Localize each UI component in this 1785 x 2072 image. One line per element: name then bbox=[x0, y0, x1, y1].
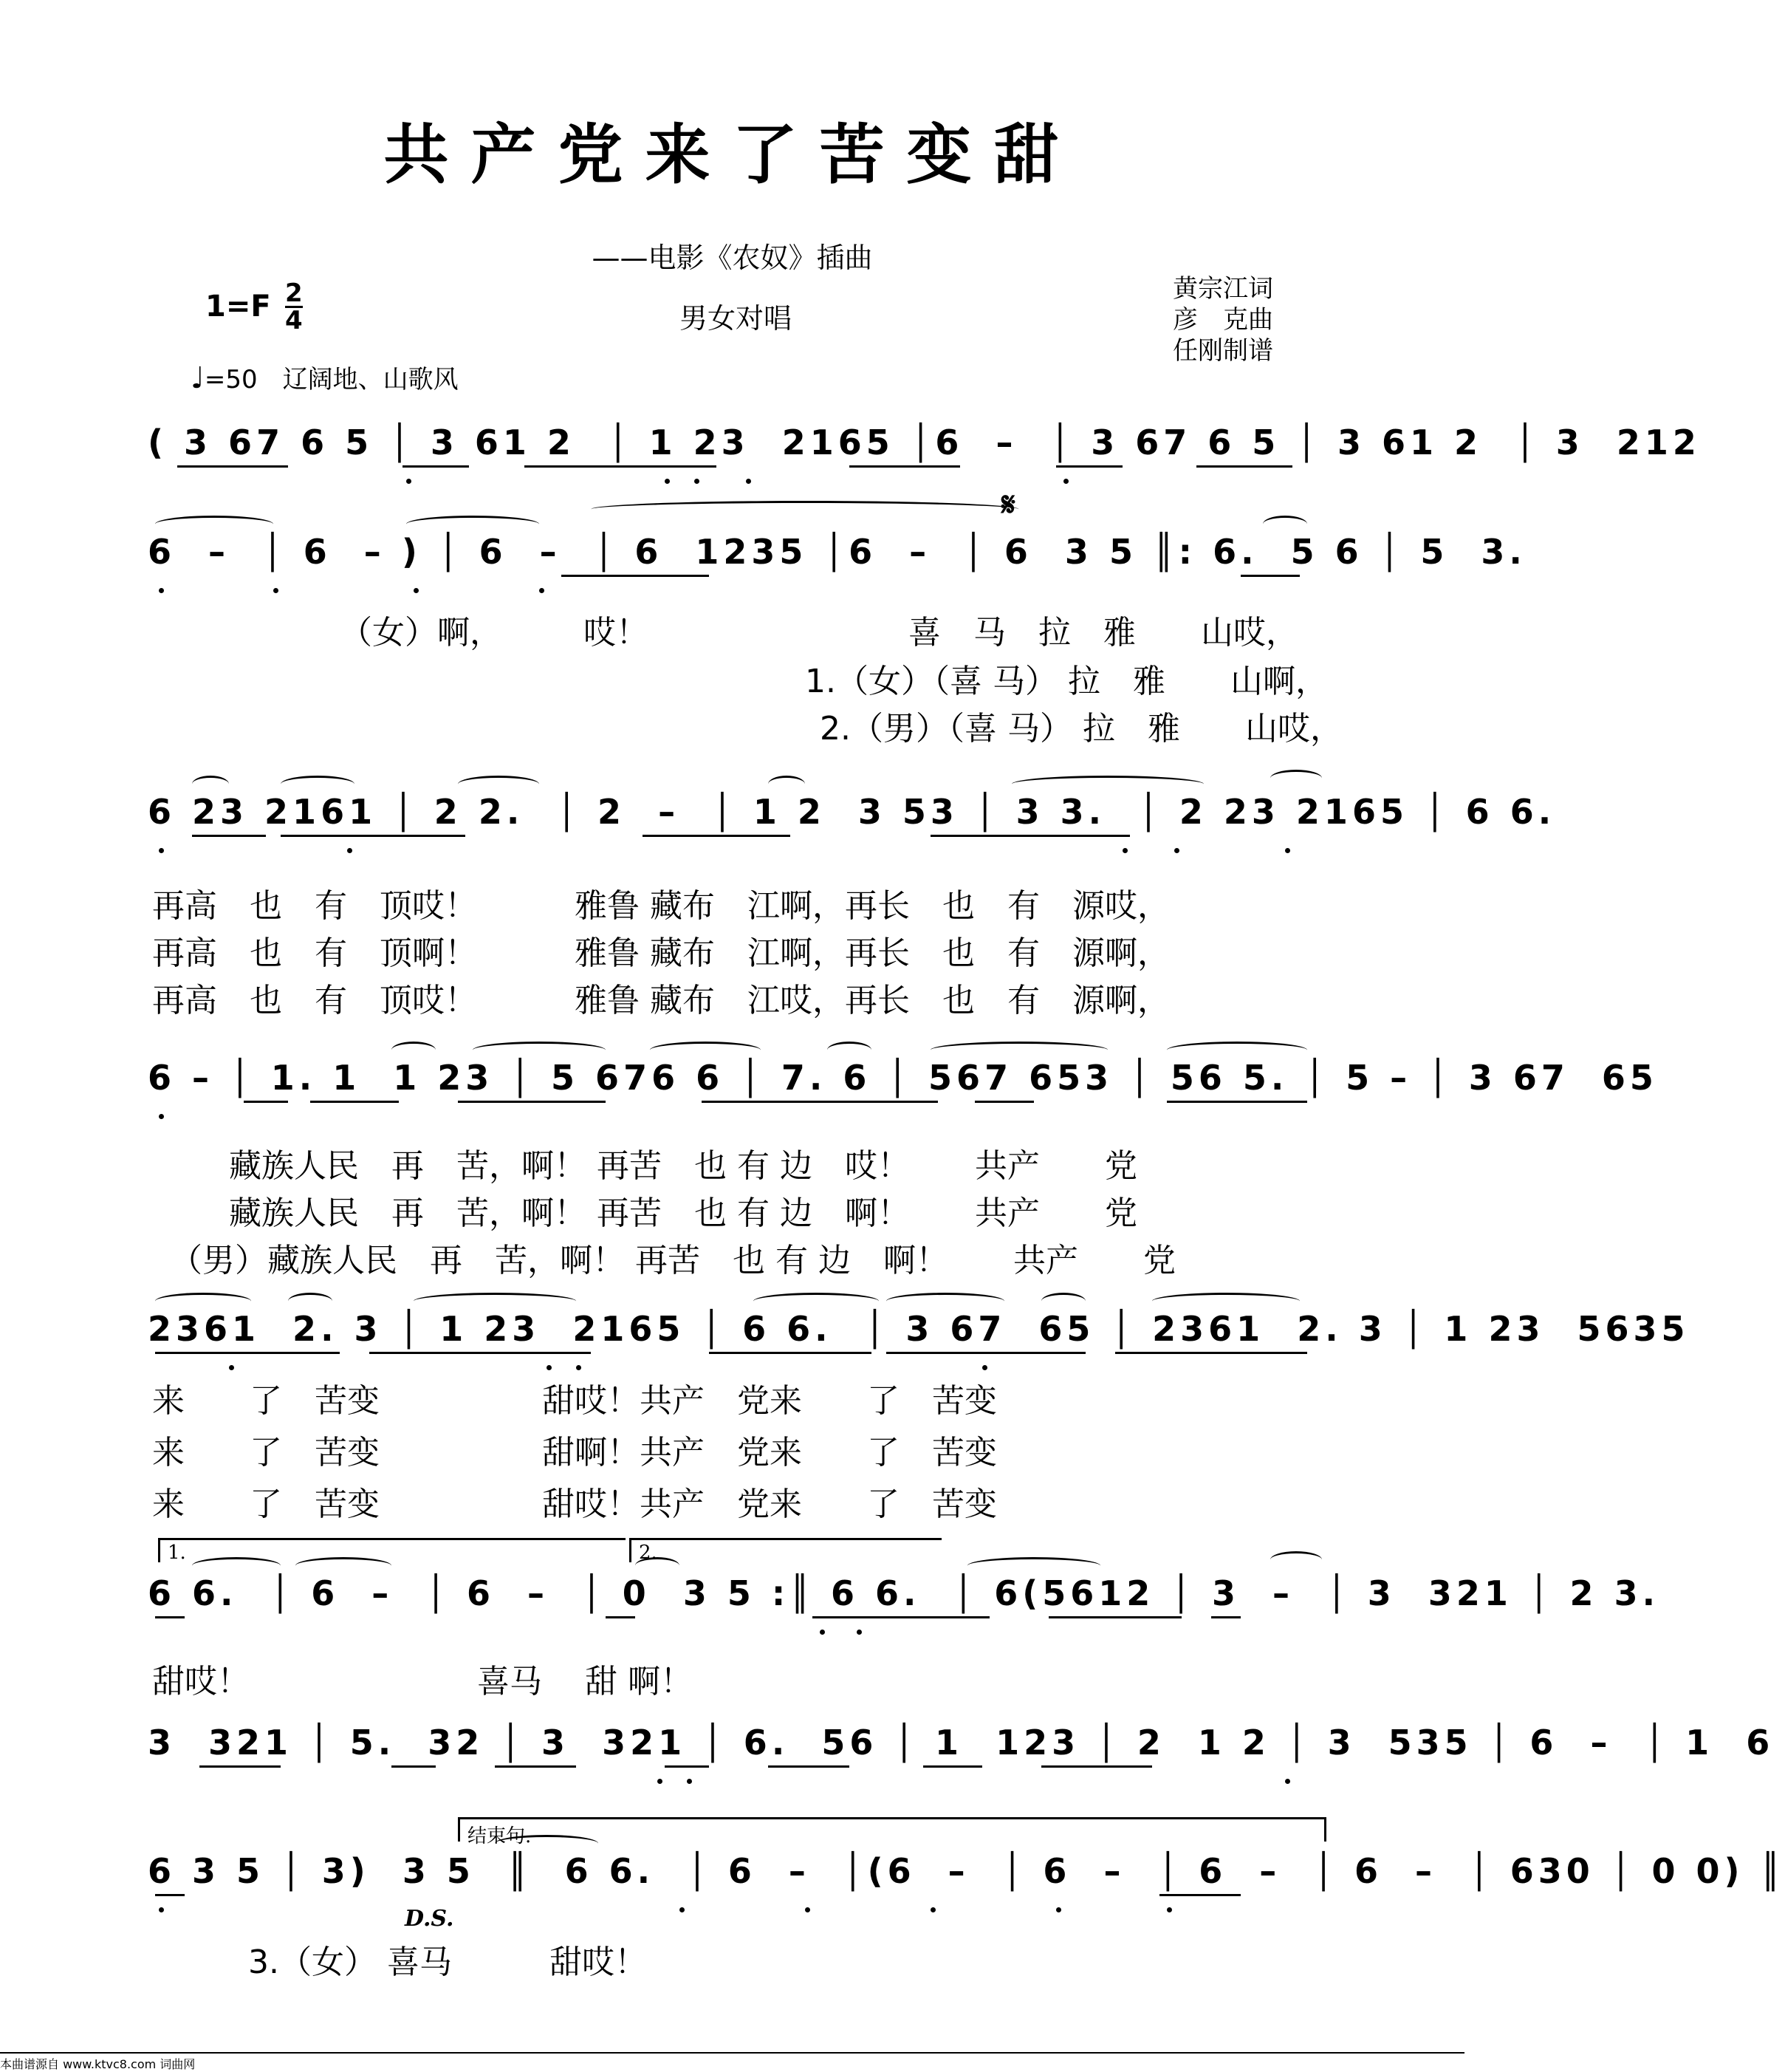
tempo-marking bbox=[191, 359, 459, 395]
notes-row-1: ( 3 67 6 5 │ 3 61 2 │ 1 23 2165 │6 – │ 3 67 6 5 │ 3 61 2 │ 3 212 bbox=[148, 423, 1701, 462]
lyric-row-5-line-1: 来 了 苦变 甜哎！共产 党来 了 苦变 bbox=[152, 1382, 997, 1420]
credit-score: 任刚制谱 bbox=[1173, 336, 1273, 366]
lyric-row-2-line-1: （女）啊， 哎！ 喜 马 拉 雅 山哎， bbox=[340, 614, 1298, 652]
volta-second: 2. bbox=[629, 1538, 942, 1562]
notes-row-8: 6 3 5 │ 3) 3 5 ║ 6 6. │ 6 – │(6 – │ 6 – │ 6 – │ 6 – │ 630 │ 0 0) ║ bbox=[148, 1851, 1785, 1891]
subtitle: ——电影《农奴》插曲 bbox=[592, 242, 873, 274]
lyric-row-4-line-3: （男）藏族人民 再 苦，啊！ 再苦 也 有 边 啊！ 共产 党 bbox=[170, 1242, 1176, 1279]
lyric-row-3-line-1: 再高 也 有 顶哎！ 雅鲁 藏布 江啊，再长 也 有 源哎， bbox=[152, 887, 1170, 925]
notes-row-5: 2361 2. 3 │ 1 23 2165 │ 6 6. │ 3 67 65 │ 2361 2. 3 │ 1 23 5635 bbox=[148, 1309, 1690, 1349]
segno-icon: 𝄋 bbox=[1001, 486, 1015, 524]
key-signature: 1=F bbox=[205, 290, 271, 324]
footer-divider bbox=[0, 2052, 1464, 2054]
ds-marking: D.S. bbox=[405, 1906, 454, 1932]
footer-source: 本曲谱源自 www.ktvc8.com 词曲网 bbox=[0, 2057, 196, 2071]
lyric-row-3-line-2: 再高 也 有 顶啊！ 雅鲁 藏布 江啊，再长 也 有 源啊， bbox=[152, 934, 1170, 972]
lyric-row-5-line-3: 来 了 苦变 甜哎！共产 党来 了 苦变 bbox=[152, 1485, 997, 1523]
notes-row-3: 6 23 2161 │ 2 2. │ 2 – │ 1 2 3 53 │ 3 3. │ 2 23 2165 │ 6 6. bbox=[148, 792, 1556, 832]
lyric-row-8-line-1: 3.（女） 喜马 甜哎！ bbox=[248, 1943, 647, 1981]
quarter-note-icon: ♩ bbox=[191, 361, 205, 395]
lyric-row-4-line-1: 藏族人民 再 苦，啊！ 再苦 也 有 边 哎！ 共产 党 bbox=[229, 1147, 1137, 1185]
volta-first: 1. bbox=[158, 1538, 626, 1562]
lyric-row-2-line-2: 1.（女）（喜 马） 拉 雅 山啊， bbox=[805, 663, 1328, 700]
credit-music: 彦 克曲 bbox=[1173, 305, 1273, 335]
lyric-row-6-line-1: 甜哎！ 喜马 甜 啊！ bbox=[152, 1663, 693, 1700]
lyric-row-4-line-2: 藏族人民 再 苦，啊！ 再苦 也 有 边 啊！ 共产 党 bbox=[229, 1194, 1137, 1232]
lyric-row-3-line-3: 再高 也 有 顶哎！ 雅鲁 藏布 江哎，再长 也 有 源啊， bbox=[152, 982, 1170, 1019]
notes-row-4: 6 – │ 1. 1 1 23 │ 5 676 6 │ 7. 6 │ 567 653 │ 56 5. │ 5 – │ 3 67 65 bbox=[148, 1058, 1658, 1098]
tempo-style: 辽阔地、山歌风 bbox=[282, 365, 459, 394]
page-title: 共产党来了苦变甜 bbox=[383, 117, 1081, 193]
ending-bracket: 结束句. bbox=[458, 1817, 1326, 1842]
performance-mode: 男女对唱 bbox=[679, 302, 792, 335]
notes-row-7: 3 321 │ 5. 32 │ 3 321 │ 6. 56 │ 1 123 │ 2 1 2 │ 3 535 │ 6 – │ 1 6 bbox=[148, 1723, 1775, 1762]
credits bbox=[1173, 273, 1273, 366]
time-signature bbox=[285, 278, 303, 335]
time-bottom: 4 bbox=[285, 306, 303, 335]
lyric-row-5-line-2: 来 了 苦变 甜啊！共产 党来 了 苦变 bbox=[152, 1434, 997, 1471]
tempo-bpm: =50 bbox=[204, 365, 258, 394]
time-top: 2 bbox=[285, 278, 303, 308]
credit-lyrics: 黄宗江词 bbox=[1173, 274, 1273, 304]
notes-row-6: 6 6. │ 6 – │ 6 – │ 0 3 5 :║ 6 6. │ 6(5612 │ 3 – │ 3 321 │ 2 3. bbox=[148, 1573, 1660, 1613]
lyric-row-2-line-3: 2.（男）（喜 马） 拉 雅 山哎， bbox=[820, 710, 1343, 748]
notes-row-2: 6 – │ 6 – ) │ 6 – │ 6 1235 │6 – │ 6 3 5 ║: 6. 5 6 │ 5 3. bbox=[148, 532, 1527, 572]
